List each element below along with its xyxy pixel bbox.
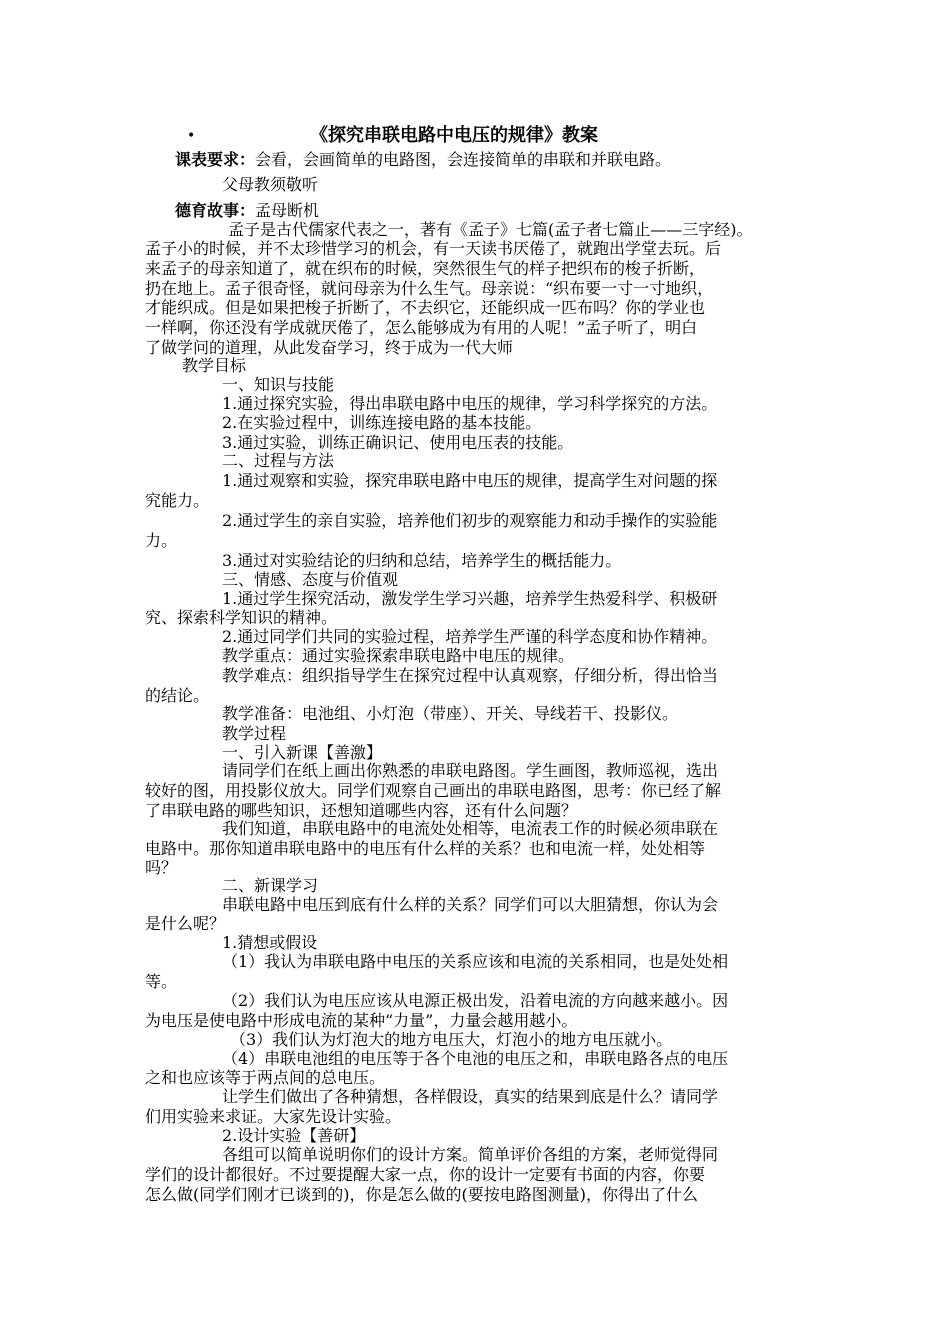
body-line: 了做学问的道理，从此发奋学习，终于成为一代大师 xyxy=(145,338,514,357)
body-line: 二、过程与方法 xyxy=(222,451,335,470)
body-line: 2.通过同学们共同的实验过程，培养学生严谨的科学态度和协作精神。 xyxy=(222,627,718,646)
body-line: 为电压是使电路中形成电流的某种“力量”，力量会越用越小。 xyxy=(145,1011,578,1030)
body-line: 吗？ xyxy=(145,858,178,877)
body-line: 了串联电路的哪些知识，还想知道哪些内容，还有什么问题？ xyxy=(145,801,578,820)
body-line: 才能织成。但是如果把梭子折断了，不去织它，还能织成一匹布吗？你的学业也 xyxy=(145,298,706,317)
body-line: 们用实验来求证。大家先设计实验。 xyxy=(145,1107,402,1126)
body-line: 一样啊，你还没有学成就厌倦了，怎么能够成为有用的人呢！”孟子听了，明白 xyxy=(145,318,698,337)
body-line: 教学目标 xyxy=(182,356,247,375)
body-line: 究、探索科学知识的精神。 xyxy=(145,608,338,627)
body-line: 怎么做(同学们刚才已谈到的)，你是怎么做的(要按电路图测量)，你得出了什么 xyxy=(145,1185,698,1204)
body-line: 的结论。 xyxy=(145,686,210,705)
body-line: 2.设计实验【善研】 xyxy=(222,1126,366,1145)
body-line: 我们知道，串联电路中的电流处处相等，电流表工作的时候必须串联在 xyxy=(222,819,719,838)
body-line: 3.通过实验，训练正确识记、使用电压表的技能。 xyxy=(222,433,574,452)
body-line: 究能力。 xyxy=(145,491,210,510)
body-line: 孟子是古代儒家代表之一，著有《孟子》七篇(孟子者七篇止——三字经)。 xyxy=(228,220,753,239)
body-line: 力。 xyxy=(145,531,178,550)
moral-story-heading xyxy=(175,201,319,221)
body-line: 学们的设计都很好。不过要提醒大家一点，你的设计一定要有书面的内容，你要 xyxy=(145,1165,706,1184)
curriculum-text: 会看，会画简单的电路图，会连接简单的串联和并联电路。 xyxy=(255,150,672,169)
curriculum-requirement xyxy=(175,150,671,170)
body-line: 1.通过探究实验，得出串联电路中电压的规律，学习科学探究的方法。 xyxy=(222,394,718,413)
body-line: 3.通过对实验结论的归纳和总结，培养学生的概括能力。 xyxy=(222,551,622,570)
body-line: 1.通过学生探究活动，激发学生学习兴趣，培养学生热爱科学、积极研 xyxy=(222,589,718,608)
body-line: 2.在实验过程中，训练连接电路的基本技能。 xyxy=(222,413,542,432)
body-line: 孟子小的时候，并不太珍惜学习的机会，有一天读书厌倦了，就跑出学堂去玩。后 xyxy=(145,239,722,258)
story-title: 孟母断机 xyxy=(255,201,320,220)
curriculum-label: 课表要求： xyxy=(175,150,256,169)
body-line: （1）我认为串联电路中电压的关系应该和电流的关系相同，也是处处相 xyxy=(222,952,729,971)
body-line: 教学难点：组织指导学生在探究过程中认真观察，仔细分析，得出恰当 xyxy=(222,666,719,685)
body-line: 请同学们在纸上画出你熟悉的串联电路图。学生画图，教师巡视，选出 xyxy=(222,761,719,780)
body-line: 1.通过观察和实验，探究串联电路中电压的规律，提高学生对问题的探 xyxy=(222,471,718,490)
body-line: 较好的图，用投影仪放大。同学们观察自己画出的串联电路图，思考：你已经了解 xyxy=(145,781,722,800)
body-line: 电路中。那你知道串联电路中的电压有什么样的关系？也和电流一样，处处相等 xyxy=(145,839,706,858)
body-line: 来孟子的母亲知道了，就在织布的时候，突然很生气的样子把织布的梭子折断， xyxy=(145,259,706,278)
story-label: 德育故事： xyxy=(175,201,256,220)
body-line: 三、情感、态度与价值观 xyxy=(222,570,399,589)
body-line: 2.通过学生的亲自实验，培养他们初步的观察能力和动手操作的实验能 xyxy=(222,511,718,530)
body-line: （3）我们认为灯泡大的地方电压大，灯泡小的地方电压就小。 xyxy=(230,1030,673,1049)
bullet: • xyxy=(187,128,196,144)
body-line: 一、引入新课【善激】 xyxy=(222,743,383,762)
body-line: 一、知识与技能 xyxy=(222,375,335,394)
body-line: 串联电路中电压到底有什么样的关系？同学们可以大胆猜想，你认为会 xyxy=(222,895,719,914)
body-line: （2）我们认为电压应该从电源正极出发，沿着电流的方向越来越小。因 xyxy=(222,991,729,1010)
body-line: 1.猜想或假设 xyxy=(222,933,318,952)
body-line: 教学准备：电池组、小灯泡（带座）、开关、导线若干、投影仪。 xyxy=(222,704,679,723)
body-line: 教学重点：通过实验探索串联电路中电压的规律。 xyxy=(222,646,575,665)
body-line: 扔在地上。孟子很奇怪，就问母亲为什么生气。母亲说：“织布要一寸一寸地织， xyxy=(145,279,714,298)
body-line: 各组可以简单说明你们的设计方案。简单评价各组的方案，老师觉得同 xyxy=(222,1145,719,1164)
body-line: 之和也应该等于两点间的总电压。 xyxy=(145,1068,386,1087)
body-line: 教学过程 xyxy=(222,724,287,743)
body-line: 二、新课学习 xyxy=(222,876,319,895)
motto: 父母教须敬听 xyxy=(222,175,319,194)
body-line: 是什么呢？ xyxy=(145,914,226,933)
body-line: 等。 xyxy=(145,972,178,991)
body-line: 让学生们做出了各种猜想，各样假设，真实的结果到底是什么？请同学 xyxy=(222,1087,719,1106)
body-line: （4）串联电池组的电压等于各个电池的电压之和，串联电路各点的电压 xyxy=(222,1049,729,1068)
document-title: 《探究串联电路中电压的规律》教案 xyxy=(310,125,598,146)
